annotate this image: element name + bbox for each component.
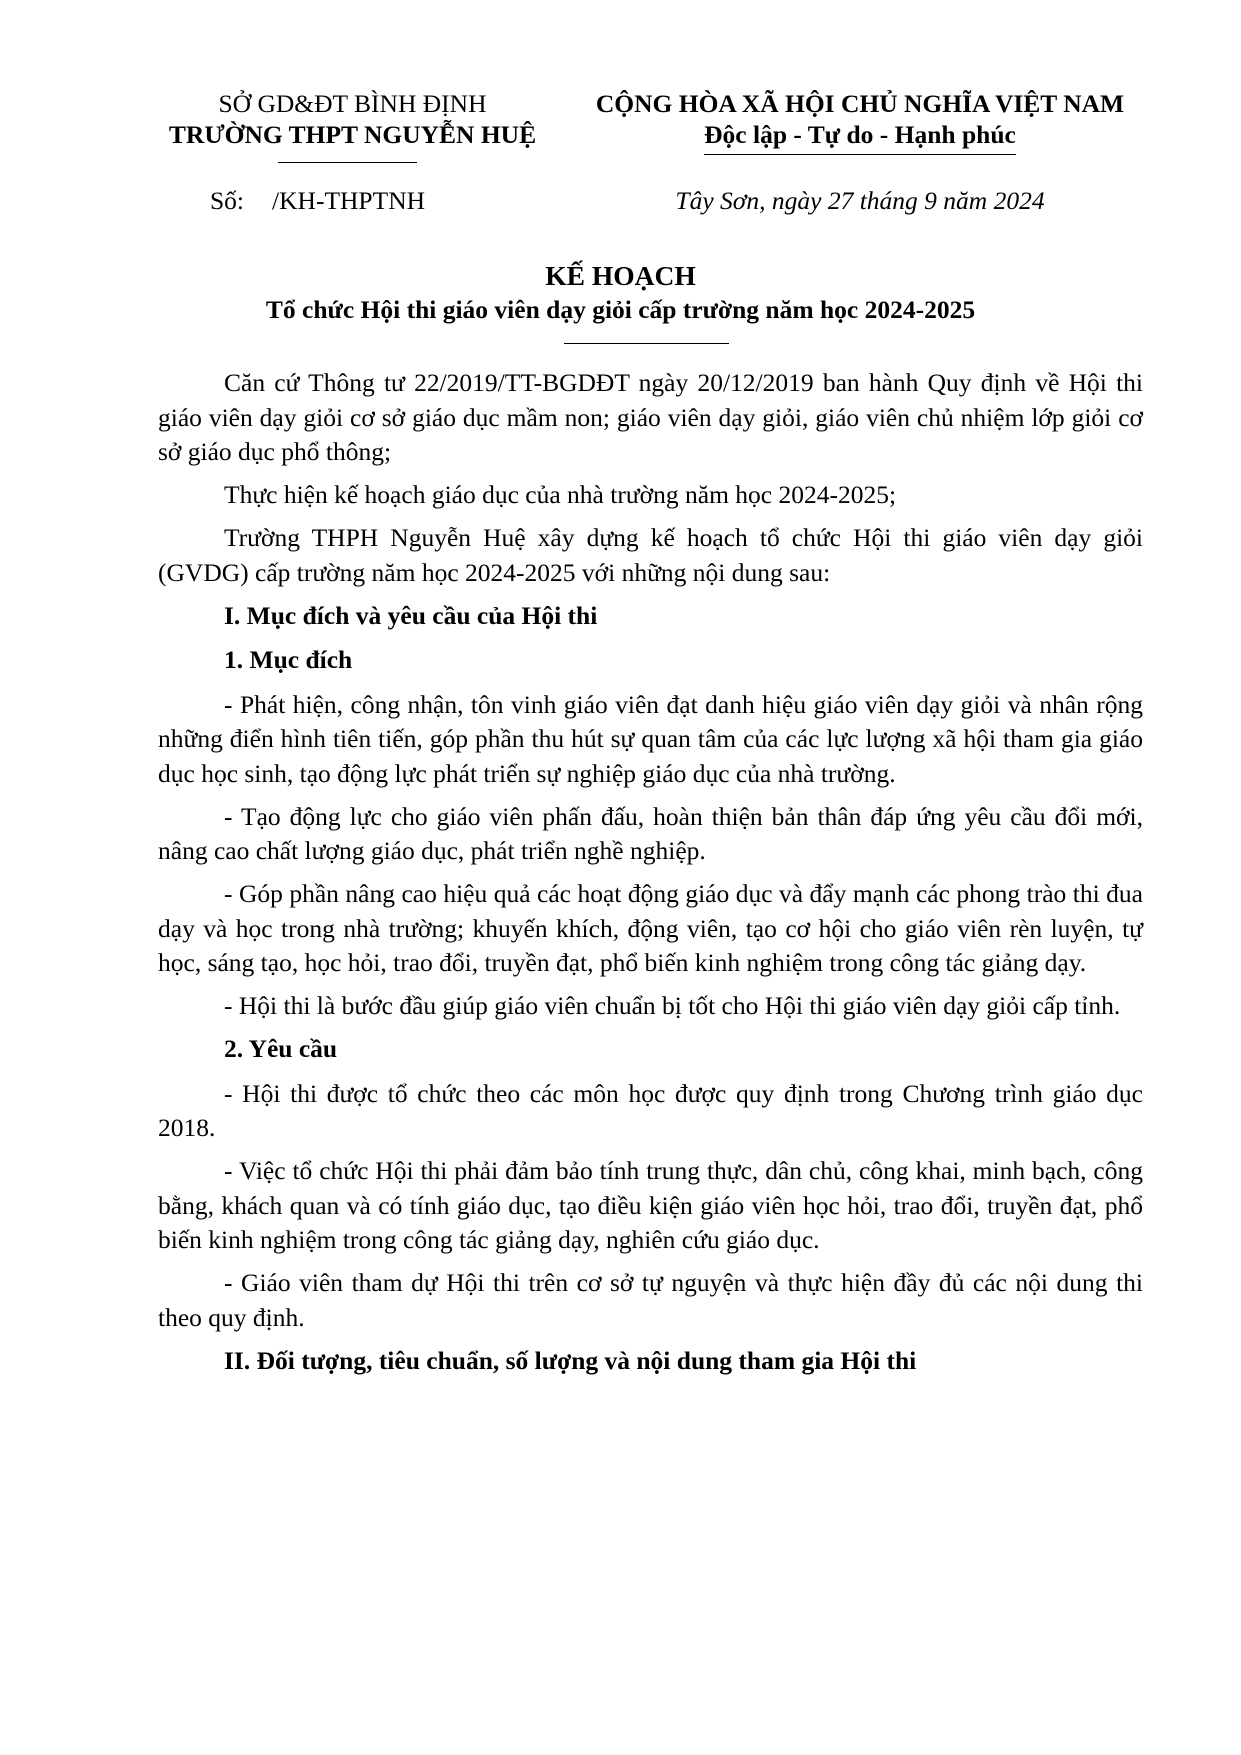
place-date: Tây Sơn, ngày 27 tháng 9 năm 2024	[675, 186, 1045, 215]
document-number-label: Số:	[210, 186, 245, 215]
paragraph-purpose-3: - Góp phần nâng cao hiệu quả các hoạt động giáo dục và đẩy mạnh các phong trào thi đua dạy và học trong nhà trường; khuyến khích, động viên, tạo cơ hội cho giáo viên rèn luyện, tự học, sáng tạo, học hỏi, trao đổi, truyền đạt, phổ biến kinh nghiệm trong công tác giảng dạy.	[158, 879, 1143, 977]
paragraph-purpose-1: - Phát hiện, công nhận, tôn vinh giáo viên đạt danh hiệu giáo viên dạy giỏi và nhân rộng những điển hình tiên tiến, góp phần thu hút sự quan tâm của các lực lượng xã hội tham gia giáo dục học sinh, tạo động lực phát triển sự nghiệp giáo dục của nhà trường.	[158, 689, 1143, 788]
paragraph-requirement-1: - Hội thi được tổ chức theo các môn học được quy định trong Chương trình giáo dục 2018.	[158, 1078, 1143, 1142]
paragraph-requirement-3: - Giáo viên tham dự Hội thi trên cơ sở tự nguyện và thực hiện đầy đủ các nội dung thi theo quy định.	[158, 1268, 1143, 1332]
issuing-agency	[140, 88, 565, 150]
title-underline	[564, 343, 729, 344]
paragraph-intro: Trường THPH Nguyễn Huệ xây dựng kế hoạch tổ chức Hội thi giáo viên dạy giỏi (GVDG) cấp trường năm học 2024-2025 với những nội dung sau:	[158, 523, 1143, 587]
section-heading-2: II. Đối tượng, tiêu chuẩn, số lượng và nội dung tham gia Hội thi	[224, 1345, 917, 1375]
agency-department: SỞ GD&ĐT BÌNH ĐỊNH	[218, 89, 487, 118]
subsection-heading-requirements: 2. Yêu cầu	[224, 1034, 338, 1063]
paragraph-requirement-2: - Việc tổ chức Hội thi phải đảm bảo tính trung thực, dân chủ, công khai, minh bạch, công bằng, khách quan và có tính giáo dục, tạo điều kiện giáo viên học hỏi, trao đổi, truyền đạt, phổ biến kinh nghiệm trong công tác giảng dạy, nghiên cứu giáo dục.	[158, 1156, 1143, 1254]
title-type: KẾ HOẠCH	[545, 260, 696, 291]
paragraph-purpose-4: - Hội thi là bước đầu giúp giáo viên chuẩn bị tốt cho Hội thi giáo viên dạy giỏi cấp tỉnh.	[224, 991, 1121, 1020]
section-heading-1: I. Mục đích và yêu cầu của Hội thi	[224, 600, 598, 630]
document-title	[0, 259, 1241, 327]
title-subject: Tổ chức Hội thi giáo viên dạy giỏi cấp trường năm học 2024-2025	[265, 295, 976, 324]
agency-school: TRƯỜNG THPT NGUYỄN HUỆ	[168, 120, 537, 149]
document-body	[158, 366, 1143, 1388]
document-number-value: /KH-THPTNH	[272, 186, 426, 215]
subsection-heading-purpose: 1. Mục đích	[224, 645, 353, 674]
paragraph-purpose-2: - Tạo động lực cho giáo viên phấn đấu, hoàn thiện bản thân đáp ứng yêu cầu đổi mới, nâng cao chất lượng giáo dục, phát triển nghề nghiệp.	[158, 801, 1143, 865]
agency-underline	[278, 162, 417, 163]
document-number	[210, 186, 425, 216]
paragraph-implementation: Thực hiện kế hoạch giáo dục của nhà trường năm học 2024-2025;	[224, 480, 897, 509]
national-motto: Độc lập - Tự do - Hạnh phúc	[704, 119, 1016, 155]
national-heading	[565, 88, 1155, 155]
country-name: CỘNG HÒA XÃ HỘI CHỦ NGHĨA VIỆT NAM	[595, 89, 1125, 118]
paragraph-legal-basis: Căn cứ Thông tư 22/2019/TT-BGDĐT ngày 20/12/2019 ban hành Quy định về Hội thi giáo viên dạy giỏi cơ sở giáo dục mầm non; giáo viên dạy giỏi, giáo viên chủ nhiệm lớp giỏi cơ sở giáo dục phổ thông;	[158, 368, 1143, 466]
